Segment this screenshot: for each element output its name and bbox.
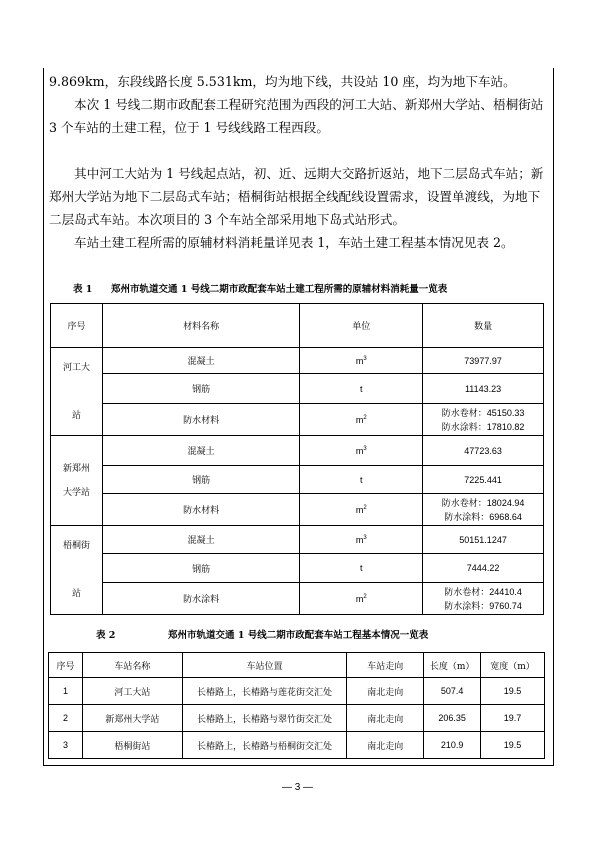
table1-caption-number: 表 1 [73,284,93,295]
table2-caption [96,627,428,641]
unit-cell: t [300,374,423,404]
table2-header-no: 序号 [49,653,83,678]
station-label: 站 [71,410,81,421]
qty-cell: 防水卷材：18024.94 防水涂料：6968.64 [423,494,544,526]
table-row [51,583,544,615]
station-width: 19.5 [481,732,545,759]
station-label: 站 [71,589,81,599]
material-cell: 钢筋 [102,554,300,583]
unit-cell: $m^3$ [300,436,423,466]
material-cell: 混凝土 [102,436,300,466]
qty-cell: 防水卷材：24410.4 防水涂料：9760.74 [423,583,544,615]
materials-table [50,303,544,615]
qty-cell: 50151.1247 [423,526,544,554]
table-row [49,678,545,705]
station-name: 新郑州大学站 [82,705,182,732]
table1-header-row [51,304,544,348]
table-row [51,348,544,374]
station-direction: 南北走向 [347,732,424,759]
station-location: 长椿路上，长椿路与翠竹街交汇处 [182,705,347,732]
material-cell: 防水材料 [102,494,300,526]
table-row [51,554,544,583]
station-cell [51,526,103,615]
paragraph-4: 车站土建工程所需的原辅材料消耗量详见表 1，车站土建工程基本情况见表 2。 [74,235,514,250]
table-row [49,732,545,759]
table-row [51,436,544,466]
unit-cell: $m^2$ [300,404,423,436]
table1-header-material: 材料名称 [102,304,300,348]
table-row [49,705,545,732]
station-cell [51,348,103,436]
unit-cell: $m^2$ [300,583,423,615]
station-length: 206.35 [424,705,481,732]
material-cell: 钢筋 [102,466,300,494]
station-length: 507.4 [424,678,481,705]
table2-header-direction: 车站走向 [347,653,424,678]
station-width: 19.5 [481,678,545,705]
row-no: 3 [49,732,83,759]
stations-table [48,652,545,759]
table-row [51,494,544,526]
page-number: — 3 — [281,782,314,793]
material-cell: 防水材料 [102,404,300,436]
station-label: 河工大 [62,362,90,373]
qty-cell: 47723.63 [423,436,544,466]
station-direction: 南北走向 [347,705,424,732]
row-no: 1 [49,678,83,705]
material-cell: 混凝土 [102,526,300,554]
qty-cell: 73977.97 [423,348,544,374]
paragraph-2: 本次 1 号线二期市政配套工程研究范围为西段的河工大站、新郑州大学站、梧桐街站 3 个车站的土建工程，位于 1 号线线路工程西段。 [49,97,544,135]
table1-header-no: 序号 [51,304,103,348]
station-label: 大学站 [62,487,90,498]
paragraph-1: 9.869km，东段线路长度 5.531km，均为地下线，共设站 10 座，均为地下车站。 [49,74,516,89]
table2-header-length: 长度（m） [424,653,481,678]
station-label: 梧桐街 [62,541,90,551]
qty-cell: 7444.22 [423,554,544,583]
unit-cell: $m^3$ [300,348,423,374]
qty-cell: 7225.441 [423,466,544,494]
material-cell: 混凝土 [102,348,300,374]
station-direction: 南北走向 [347,678,424,705]
table-row [51,404,544,436]
table1-caption [73,281,447,295]
station-name: 河工大站 [82,678,182,705]
qty-cell: 防水卷材：45150.33 防水涂料：17810.82 [423,404,544,436]
material-cell: 防水涂料 [102,583,300,615]
table2-header-width: 宽度（m） [481,653,545,678]
table2-header-name: 车站名称 [82,653,182,678]
station-location: 长椿路上，长椿路与梧桐街交汇处 [182,732,347,759]
table1-caption-title: 郑州市轨道交通 1 号线二期市政配套车站土建工程所需的原辅材料消耗量一览表 [111,284,448,295]
station-width: 19.7 [481,705,545,732]
table2-caption-title: 郑州市轨道交通 1 号线二期市政配套车站工程基本情况一览表 [168,630,429,641]
station-name: 梧桐街站 [82,732,182,759]
unit-cell: t [300,554,423,583]
table2-header-location: 车站位置 [182,653,347,678]
paragraph-3: 其中河工大站为 1 号线起点站，初、近、远期大交路折返站，地下二层岛式车站；新郑州大学站为地下二层岛式车站；梧桐街站根据全线配线设置需求，设置单渡线，为地下二层岛式车站。本次项目的 3 个车站全部采用地下岛式站形式。 [49,166,544,227]
table-row [51,466,544,494]
station-label: 新郑州 [62,463,90,474]
table-row [51,526,544,554]
table1-header-qty: 数量 [423,304,544,348]
station-cell [51,436,103,526]
row-no: 2 [49,705,83,732]
table1-header-unit: 单位 [300,304,423,348]
table-row [51,374,544,404]
table2-header-row [49,653,545,678]
table2-caption-number: 表 2 [96,630,116,641]
station-location: 长椿路上，长椿路与莲花街交汇处 [182,678,347,705]
unit-cell: $m^2$ [300,494,423,526]
station-length: 210.9 [424,732,481,759]
qty-cell: 11143.23 [423,374,544,404]
material-cell: 钢筋 [102,374,300,404]
unit-cell: $m^3$ [300,526,423,554]
unit-cell: t [300,466,423,494]
